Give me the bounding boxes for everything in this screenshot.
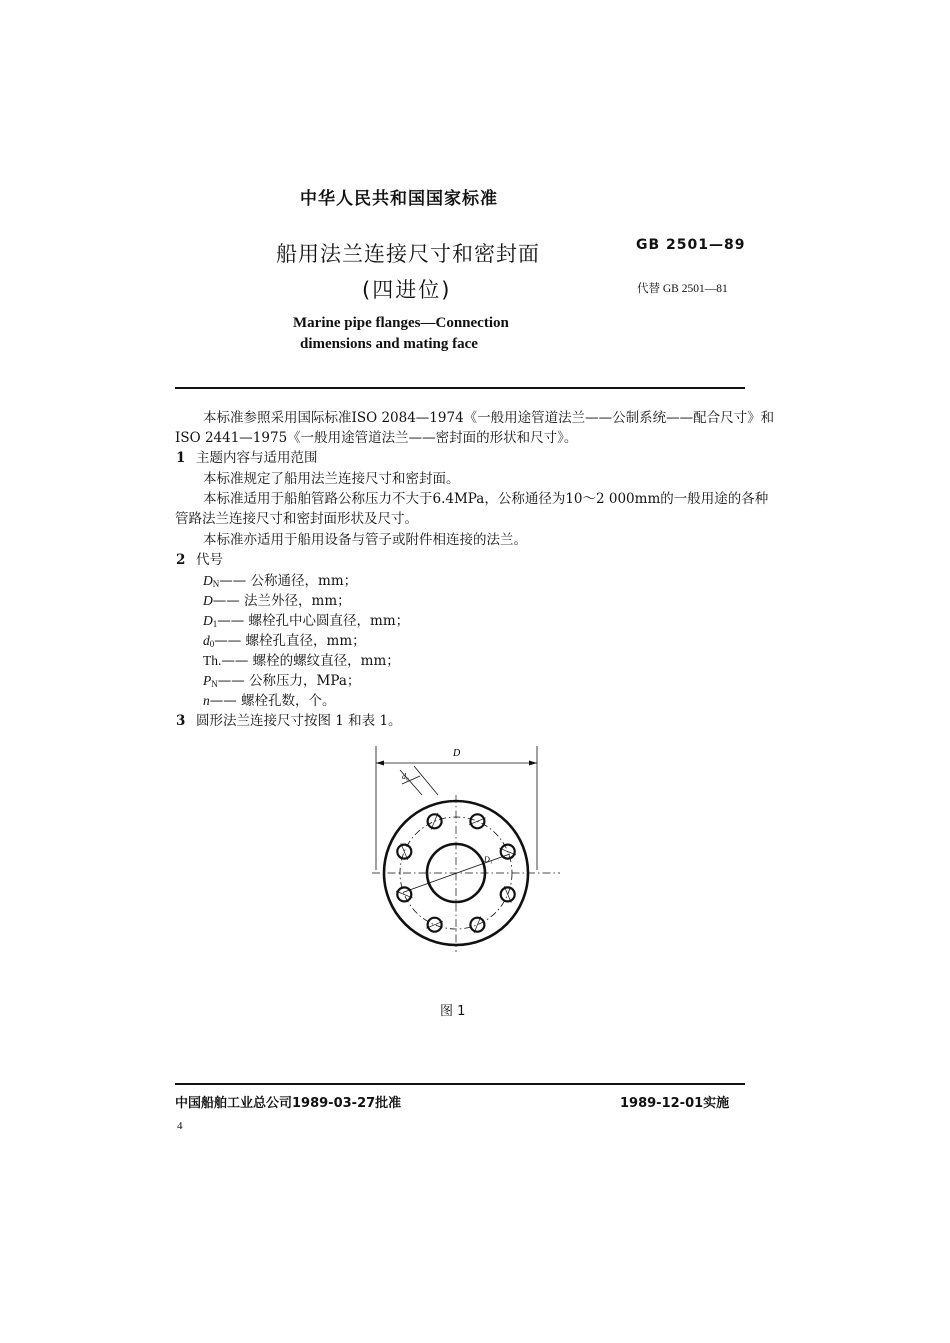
dimension-label-d: D xyxy=(453,748,461,759)
document-title-zh: 船用法兰连接尺寸和密封面 xyxy=(276,242,540,266)
section-1-paragraph-3: 本标准亦适用于船用设备与管子或附件相连接的法兰。 xyxy=(203,532,527,548)
symbol-description: —— 螺栓孔数，个。 xyxy=(209,693,336,709)
symbol-description: —— 螺栓孔中心圆直径，mm； xyxy=(217,613,410,629)
symbol: Th. xyxy=(203,653,222,668)
section-1-paragraph-1: 本标准规定了船用法兰连接尺寸和密封面。 xyxy=(203,471,460,487)
section-3-number: 3 xyxy=(176,713,186,729)
symbol-description: —— 公称压力，MPa； xyxy=(217,673,361,689)
symbol-description: —— 螺栓孔直径，mm； xyxy=(214,633,366,649)
symbol: $D_1$ xyxy=(203,613,218,629)
dimension-label-d1: D₁ xyxy=(484,855,493,864)
symbol: $P_N$ xyxy=(203,673,218,689)
national-standard-heading: 中华人民共和国国家标准 xyxy=(300,189,498,209)
intro-line-2: ISO 2441—1975《一般用途管道法兰——密封面的形状和尺寸》。 xyxy=(175,430,578,446)
section-2-number: 2 xyxy=(176,552,186,568)
symbol-description: —— 法兰外径，mm； xyxy=(212,593,351,609)
symbol: $D_N$ xyxy=(203,573,220,589)
section-1-title: 主题内容与适用范围 xyxy=(196,450,318,466)
symbol: $d_0$ xyxy=(203,633,215,649)
symbol: D xyxy=(203,593,213,608)
section-1-number: 1 xyxy=(176,450,186,466)
footer-divider xyxy=(175,1083,745,1085)
intro-line-1: 本标准参照采用国际标准ISO 2084—1974《一般用途管道法兰——公制系统——配合尺寸》和 xyxy=(203,410,775,426)
document-title-en-line1: Marine pipe flanges—Connection xyxy=(293,315,509,331)
symbol-description: —— 螺栓的螺纹直径，mm； xyxy=(221,653,400,669)
header-divider xyxy=(175,387,745,389)
approval-line: 中国船舶工业总公司1989-03-27批准 xyxy=(175,1096,402,1111)
section-1-paragraph-2-line1: 本标准适用于船舶管路公称压力不大于6.4MPa，公称通径为10～2 000mm的一般用途的各种 xyxy=(203,491,769,507)
dimension-label-d0: d₀ xyxy=(402,772,409,781)
section-3-text: 圆形法兰连接尺寸按图 1 和表 1。 xyxy=(196,713,402,729)
section-1-paragraph-2-line2: 管路法兰连接尺寸和密封面形状及尺寸。 xyxy=(175,511,418,527)
section-2-title: 代号 xyxy=(196,552,223,568)
document-subtitle-zh: (四进位) xyxy=(362,278,452,302)
effective-date-line: 1989-12-01实施 xyxy=(620,1096,730,1111)
symbol-description: —— 公称通径，mm； xyxy=(219,573,358,589)
document-title-en-line2: dimensions and mating face xyxy=(300,336,478,352)
standard-code: GB 2501—89 xyxy=(636,237,746,253)
flange-figure xyxy=(360,740,560,980)
symbol: n xyxy=(203,693,210,708)
page-number: 4 xyxy=(177,1120,183,1132)
replaces-code: 代替 GB 2501—81 xyxy=(637,283,728,295)
figure-caption: 图 1 xyxy=(440,1004,466,1019)
